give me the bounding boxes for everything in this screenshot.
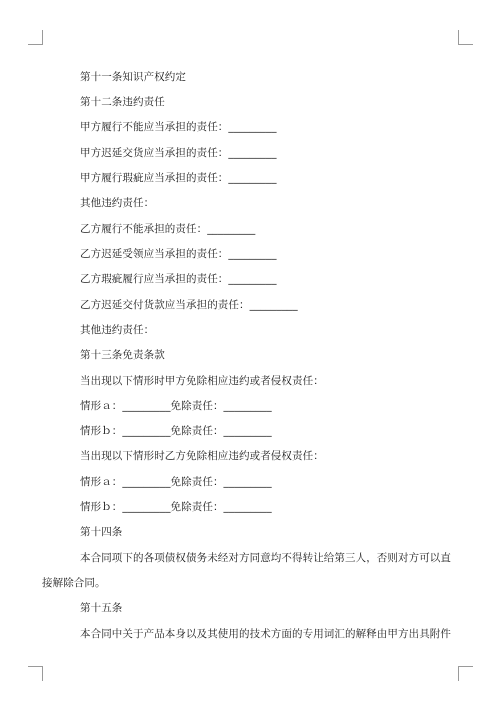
crop-mark-top-right xyxy=(458,30,473,45)
paragraph-line: 当出现以下情形时甲方免除相应违约或者侵权责任： xyxy=(80,375,324,387)
paragraph-line: 乙方迟延受领应当承担的责任：_________ xyxy=(80,248,277,260)
paragraph-line: 乙方瑕疵履行应当承担的责任：_________ xyxy=(80,273,277,285)
heading-article-15: 第十五条 xyxy=(80,602,123,614)
crop-mark-bottom-left xyxy=(28,666,43,681)
paragraph-line: 其他违约责任： xyxy=(80,197,155,209)
paragraph-line: 本合同中关于产品本身以及其使用的技术方面的专用词汇的解释由甲方出具附件 xyxy=(80,628,451,640)
heading-article-11: 第十一条知识产权约定 xyxy=(80,71,186,83)
paragraph-line: 甲方迟延交货应当承担的责任：_________ xyxy=(80,147,277,159)
paragraph-line: 情形ｂ：_________免除责任：_________ xyxy=(80,425,272,437)
paragraph-line: 情形ｂ：_________免除责任：_________ xyxy=(80,501,272,513)
paragraph-line: 其他违约责任： xyxy=(80,324,155,336)
paragraph-line: 乙方履行不能承担的责任：_________ xyxy=(80,223,256,235)
paragraph-line: 本合同项下的各项债权债务未经对方同意均不得转让给第三人，否则对方可以直 xyxy=(80,552,451,564)
paragraph-line: 甲方履行不能应当承担的责任：_________ xyxy=(80,121,277,133)
paragraph-line: 当出现以下情形时乙方免除相应违约或者侵权责任： xyxy=(80,450,324,462)
crop-mark-top-left xyxy=(28,30,43,45)
heading-article-14: 第十四条 xyxy=(80,526,123,538)
heading-article-12: 第十二条违约责任 xyxy=(80,96,165,108)
crop-mark-bottom-right xyxy=(458,666,473,681)
paragraph-line: 情形ａ：_________免除责任：_________ xyxy=(80,400,272,412)
paragraph-line: 情形ａ：_________免除责任：_________ xyxy=(80,476,272,488)
paragraph-line: 乙方迟延交付货款应当承担的责任：_________ xyxy=(80,299,298,311)
paragraph-line: 甲方履行瑕疵应当承担的责任：_________ xyxy=(80,172,277,184)
paragraph-line: 接解除合同。 xyxy=(42,577,106,589)
heading-article-13: 第十三条免责条款 xyxy=(80,349,165,361)
